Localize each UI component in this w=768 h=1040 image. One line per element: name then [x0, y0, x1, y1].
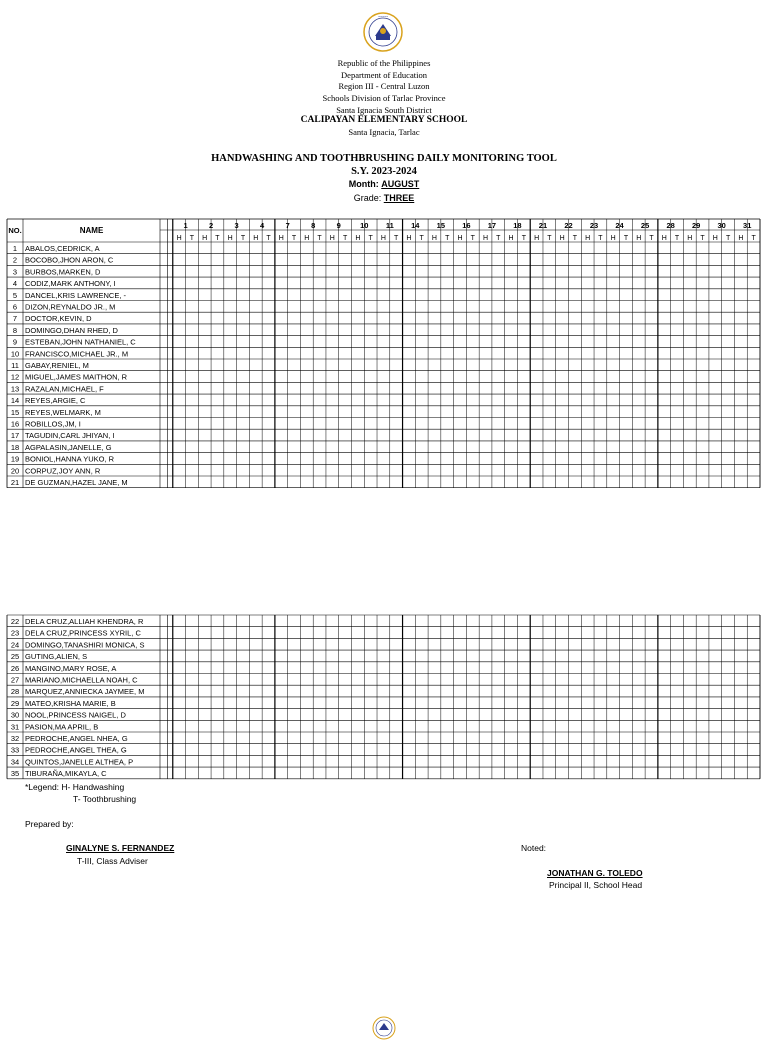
- grade-value: THREE: [383, 193, 415, 203]
- noted-label: Noted:: [521, 843, 547, 853]
- handwashing-subheader: H: [508, 235, 514, 242]
- toothbrushing-subheader: T: [445, 235, 450, 242]
- student-name: GUTING,ALIEN, S: [25, 652, 88, 662]
- student-number: 24: [10, 640, 20, 650]
- toothbrushing-subheader: T: [419, 235, 424, 242]
- student-number: 26: [10, 663, 20, 673]
- student-number: 6: [12, 302, 18, 312]
- student-name: ROBILLOS,JM, I: [25, 419, 81, 429]
- student-name: DOCTOR,KEVIN, D: [25, 314, 92, 324]
- student-row: [11, 722, 98, 731]
- handwashing-subheader: H: [380, 235, 386, 242]
- day-header: 14: [411, 221, 420, 230]
- day-header: 21: [538, 221, 548, 230]
- day-header: 4: [260, 221, 265, 230]
- student-name: NOOL,PRINCESS NAIGEL, D: [25, 710, 126, 720]
- student-name: CODIZ,MARK ANTHONY, I: [25, 279, 116, 289]
- handwashing-subheader: H: [355, 235, 361, 242]
- header-department: Department of Education: [341, 70, 427, 80]
- day-header: 8: [311, 221, 316, 230]
- month-label: Month:: [348, 179, 379, 189]
- student-number: 27: [10, 675, 20, 685]
- handwashing-subheader: H: [457, 235, 463, 242]
- header-republic: Republic of the Philippines: [337, 58, 431, 68]
- table-header: [8, 221, 756, 242]
- student-number: 2: [12, 255, 18, 265]
- toothbrushing-subheader: T: [470, 235, 475, 242]
- student-number: 9: [12, 337, 18, 347]
- student-name: PASION,MA APRIL, B: [25, 722, 99, 732]
- toothbrushing-subheader: T: [521, 235, 526, 242]
- handwashing-subheader: H: [304, 235, 310, 242]
- student-number: 30: [10, 710, 20, 720]
- day-header: 22: [564, 221, 573, 230]
- student-name: FRANCISCO,MICHAEL JR., M: [25, 349, 129, 359]
- handwashing-subheader: H: [738, 235, 744, 242]
- student-name: TIBURAÑA,MIKAYLA, C: [25, 769, 107, 779]
- prepared-by-label: Prepared by:: [25, 819, 74, 829]
- handwashing-subheader: H: [636, 235, 642, 242]
- student-row: [11, 431, 115, 440]
- toothbrushing-subheader: T: [674, 235, 680, 242]
- student-number: 15: [10, 407, 20, 417]
- day-header: 31: [743, 221, 752, 230]
- header-division: Schools Division of Tarlac Province: [322, 93, 446, 103]
- table-part-1: [7, 219, 760, 488]
- toothbrushing-subheader: T: [572, 235, 578, 242]
- day-header: 2: [208, 221, 214, 230]
- handwashing-subheader: H: [253, 235, 259, 242]
- day-header: 29: [691, 221, 701, 230]
- student-row: [11, 757, 133, 766]
- student-number: 10: [10, 349, 20, 359]
- handwashing-subheader: H: [227, 235, 233, 242]
- student-row: [11, 629, 142, 638]
- deped-seal-bottom-icon: [372, 1016, 396, 1040]
- day-header: 3: [234, 221, 239, 230]
- header-region: Region III - Central Luzon: [338, 81, 430, 91]
- student-number: 18: [10, 442, 20, 452]
- day-header: 15: [436, 221, 446, 230]
- student-name: DOMINGO,DHAN RHED, D: [25, 325, 118, 335]
- handwashing-subheader: H: [610, 235, 616, 242]
- header-school-name: CALIPAYAN ELEMENTARY SCHOOL: [300, 115, 468, 125]
- student-row: [11, 746, 127, 755]
- day-header: 1: [183, 221, 188, 230]
- student-number: 33: [10, 745, 20, 755]
- student-row: [11, 420, 81, 429]
- student-number: 14: [10, 396, 20, 406]
- student-name: BONIOL,HANNA YUKO, R: [25, 454, 115, 464]
- toothbrushing-subheader: T: [547, 235, 552, 242]
- student-number: 34: [10, 757, 20, 767]
- student-row: [11, 734, 128, 743]
- handwashing-subheader: H: [559, 235, 565, 242]
- day-header: 7: [285, 221, 290, 230]
- student-number: 23: [10, 628, 20, 638]
- student-row: [13, 314, 92, 323]
- toothbrushing-subheader: T: [240, 235, 246, 242]
- student-name: AGPALASIN,JANELLE, G: [25, 442, 112, 452]
- school-head-name: JONATHAN G. TOLEDO: [547, 868, 643, 878]
- toothbrushing-subheader: T: [291, 235, 297, 242]
- student-row: [11, 711, 127, 720]
- student-number: 1: [12, 244, 18, 253]
- student-number: 21: [10, 478, 20, 487]
- student-name: MANGINO,MARY ROSE, A: [25, 663, 117, 673]
- toothbrushing-subheader: T: [394, 235, 399, 242]
- student-row: [11, 373, 128, 382]
- student-number: 5: [12, 290, 18, 300]
- toothbrushing-subheader: T: [623, 235, 629, 242]
- student-row: [11, 443, 112, 452]
- student-row: [11, 396, 86, 405]
- student-row: [13, 279, 116, 288]
- student-number: 28: [10, 687, 20, 697]
- student-number: 12: [10, 372, 20, 382]
- student-name: DIZON,REYNALDO JR., M: [25, 302, 116, 312]
- grade-label: Grade:: [353, 193, 382, 203]
- adviser-name: GINALYNE S. FERNANDEZ: [66, 843, 175, 853]
- toothbrushing-subheader: T: [725, 235, 731, 242]
- student-number: 29: [10, 698, 20, 708]
- handwashing-subheader: H: [431, 235, 437, 242]
- day-header: 17: [487, 221, 497, 230]
- school-year: S.Y. 2023-2024: [351, 166, 417, 177]
- student-name: PEDROCHE,ANGEL NHEA, G: [25, 734, 128, 743]
- student-number: 25: [10, 652, 20, 662]
- student-number: 22: [10, 617, 20, 626]
- student-number: 31: [10, 722, 20, 732]
- student-row: [13, 256, 114, 265]
- student-name: MARIANO,MICHAELLA NOAH, C: [25, 675, 138, 685]
- student-row: [11, 676, 138, 685]
- student-name: MATEO,KRISHA MARIE, B: [25, 698, 116, 708]
- day-header: 9: [336, 221, 341, 230]
- handwashing-subheader: H: [687, 235, 693, 242]
- page-title: HANDWASHING AND TOOTHBRUSHING DAILY MONITORING TOOL: [211, 153, 557, 164]
- student-row: [13, 326, 119, 335]
- student-row: [13, 244, 100, 253]
- toothbrushing-subheader: T: [342, 235, 348, 242]
- student-row: [13, 267, 101, 276]
- toothbrushing-subheader: T: [598, 235, 603, 242]
- legend-handwashing: *Legend: H- Handwashing: [25, 782, 125, 792]
- handwashing-subheader: H: [329, 235, 335, 242]
- toothbrushing-subheader: T: [215, 235, 220, 242]
- student-name: DOMINGO,TANASHIRI MONICA, S: [25, 640, 145, 650]
- student-name: RAZALAN,MICHAEL, F: [25, 384, 104, 394]
- handwashing-subheader: H: [534, 235, 540, 242]
- student-row: [11, 478, 128, 487]
- handwashing-subheader: H: [176, 235, 182, 242]
- handwashing-subheader: H: [483, 235, 489, 242]
- student-row: [11, 699, 116, 708]
- student-row: [13, 303, 116, 312]
- day-header: 30: [717, 221, 726, 230]
- day-header: 23: [589, 221, 599, 230]
- handwashing-subheader: H: [712, 235, 718, 242]
- day-header: 25: [640, 221, 650, 230]
- handwashing-subheader: H: [202, 235, 208, 242]
- student-name: REYES,WELMARK, M: [25, 407, 101, 417]
- handwashing-subheader: H: [585, 235, 591, 242]
- day-header: 24: [615, 221, 624, 230]
- toothbrushing-subheader: T: [317, 235, 322, 242]
- toothbrushing-subheader: T: [496, 235, 501, 242]
- student-row: [11, 466, 101, 475]
- student-name: ESTEBAN,JOHN NATHANIEL, C: [25, 337, 136, 347]
- student-row: [11, 769, 107, 778]
- column-header-no: NO.: [8, 226, 22, 235]
- toothbrushing-subheader: T: [368, 235, 373, 242]
- student-number: 16: [10, 419, 20, 429]
- toothbrushing-subheader: T: [189, 235, 195, 242]
- student-number: 11: [11, 361, 19, 370]
- student-row: [13, 291, 127, 300]
- student-row: [13, 338, 136, 347]
- handwashing-subheader: H: [278, 235, 284, 242]
- handwashing-subheader: H: [661, 235, 667, 242]
- student-row: [11, 455, 115, 464]
- student-number: 8: [12, 325, 18, 335]
- student-number: 3: [12, 267, 18, 277]
- handwashing-subheader: H: [406, 235, 412, 242]
- student-name: MARQUEZ,ANNIECKA JAYMEE, M: [25, 687, 145, 697]
- day-header: 18: [513, 221, 522, 230]
- student-number: 7: [12, 314, 18, 324]
- student-name: DE GUZMAN,HAZEL JANE, M: [25, 478, 128, 487]
- student-row: [11, 384, 104, 393]
- month-value: AUGUST: [381, 179, 420, 189]
- day-header: 10: [360, 221, 369, 230]
- student-number: 4: [12, 279, 18, 289]
- student-name: BURBOS,MARKEN, D: [25, 267, 101, 277]
- toothbrushing-subheader: T: [700, 235, 705, 242]
- column-header-name: NAME: [79, 226, 104, 235]
- student-name: DANCEL,KRIS LAWRENCE, -: [25, 290, 126, 300]
- student-number: 17: [10, 431, 20, 441]
- day-header: 28: [666, 221, 675, 230]
- student-row: [11, 640, 145, 649]
- toothbrushing-subheader: T: [751, 235, 756, 242]
- student-row: [11, 664, 117, 673]
- header-district: Santa Ignacia South District: [336, 105, 432, 115]
- student-name: DELA CRUZ,PRINCESS XYRIL, C: [25, 628, 141, 638]
- day-header: 11: [385, 221, 394, 230]
- school-head-title: Principal II, School Head: [549, 880, 643, 890]
- student-name: MIGUEL,JAMES MAITHON, R: [25, 372, 128, 382]
- student-number: 20: [10, 466, 20, 476]
- student-name: ABALOS,CEDRICK, A: [25, 244, 100, 253]
- student-name: BOCOBO,JHON ARON, C: [25, 255, 114, 265]
- student-number: 13: [10, 384, 20, 394]
- student-number: 32: [10, 734, 20, 743]
- student-name: GABAY,RENIEL, M: [25, 361, 89, 370]
- header-school-address: Santa Ignacia, Tarlac: [348, 127, 420, 137]
- svg-text:• • • • •: • • • • •: [378, 14, 388, 19]
- student-row: [11, 617, 144, 626]
- adviser-title: T-III, Class Adviser: [77, 856, 148, 866]
- student-name: CORPUZ,JOY ANN, R: [25, 466, 101, 476]
- toothbrushing-subheader: T: [649, 235, 654, 242]
- student-row: [11, 349, 128, 358]
- student-name: DELA CRUZ,ALLIAH KHENDRA, R: [25, 617, 144, 626]
- student-number: 19: [10, 454, 20, 464]
- student-row: [11, 687, 145, 696]
- student-name: PEDROCHE,ANGEL THEA, G: [25, 745, 127, 755]
- table-part-2: [7, 615, 760, 779]
- student-row: [11, 652, 87, 661]
- student-name: QUINTOS,JANELLE ALTHEA, P: [25, 757, 134, 767]
- student-name: TAGUDIN,CARL JHIYAN, I: [25, 431, 115, 441]
- toothbrushing-subheader: T: [266, 235, 271, 242]
- student-number: 35: [10, 769, 20, 779]
- day-header: 16: [462, 221, 471, 230]
- legend-toothbrushing: T- Toothbrushing: [73, 794, 137, 804]
- student-name: REYES,ARGIE, C: [25, 396, 86, 406]
- student-row: [11, 408, 101, 417]
